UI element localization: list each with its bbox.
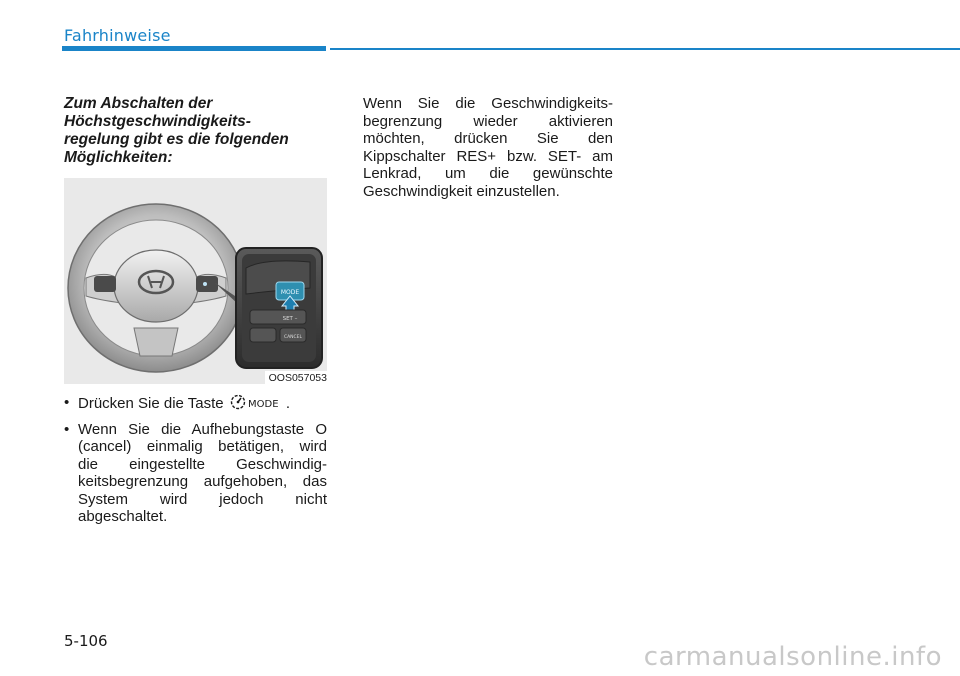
- bullet-list: [64, 394, 327, 532]
- set-button-label: SET –: [282, 316, 298, 322]
- subheading: [64, 95, 332, 167]
- mode-button-label: MODE: [280, 289, 300, 296]
- header-rule-thick: [62, 46, 326, 51]
- paragraph-line: Kippschalter RES+ bzw. SET- am: [363, 147, 613, 165]
- watermark: carmanualsonline.info: [643, 642, 942, 672]
- bullet-line: • Wenn Sie die Aufhebungstaste O: [78, 420, 327, 438]
- section-title: Fahrhinweise: [64, 26, 171, 45]
- paragraph-line: begrenzung wieder aktivieren: [363, 112, 613, 130]
- bullet-item-mode: [64, 394, 327, 415]
- bullet-item-cancel: [64, 421, 327, 526]
- subheading-line: Zum Abschalten der: [64, 95, 213, 112]
- bullet-text: Drücken Sie die Taste: [78, 395, 224, 413]
- steering-wheel-figure: [64, 178, 327, 384]
- bullet-line: abgeschaltet.: [78, 508, 168, 525]
- steering-wheel-illustration: [64, 178, 327, 384]
- cancel-button-label: CANCEL: [283, 335, 303, 340]
- paragraph-line: Wenn Sie die Geschwindigkeits-: [363, 95, 613, 112]
- bullet-line: die eingestellte Geschwindig-: [78, 455, 327, 473]
- paragraph-line: Geschwindigkeit einzustellen.: [363, 182, 560, 200]
- bullet-suffix: .: [285, 395, 290, 413]
- right-column-paragraph: [363, 95, 613, 200]
- paragraph-line: möchten, drücken Sie den: [363, 130, 613, 147]
- bullet-line: keitsbegrenzung aufgehoben, das: [78, 473, 327, 490]
- bullet-line: System wird jedoch nicht: [78, 490, 327, 508]
- paragraph-line: Lenkrad, um die gewünschte: [363, 165, 613, 182]
- figure-code: OOS057053: [265, 371, 327, 384]
- mode-speedometer-icon: [230, 394, 284, 415]
- subheading-line: Höchstgeschwindigkeits-: [64, 113, 251, 130]
- page-number: 5-106: [64, 632, 108, 650]
- header-rule-thin: [330, 48, 960, 50]
- subheading-line: Möglichkeiten:: [64, 149, 173, 166]
- mode-icon-label: MODE: [247, 399, 279, 410]
- bullet-line: (cancel) einmalig betätigen, wird: [78, 438, 327, 455]
- subheading-line: regelung gibt es die folgenden: [64, 131, 289, 148]
